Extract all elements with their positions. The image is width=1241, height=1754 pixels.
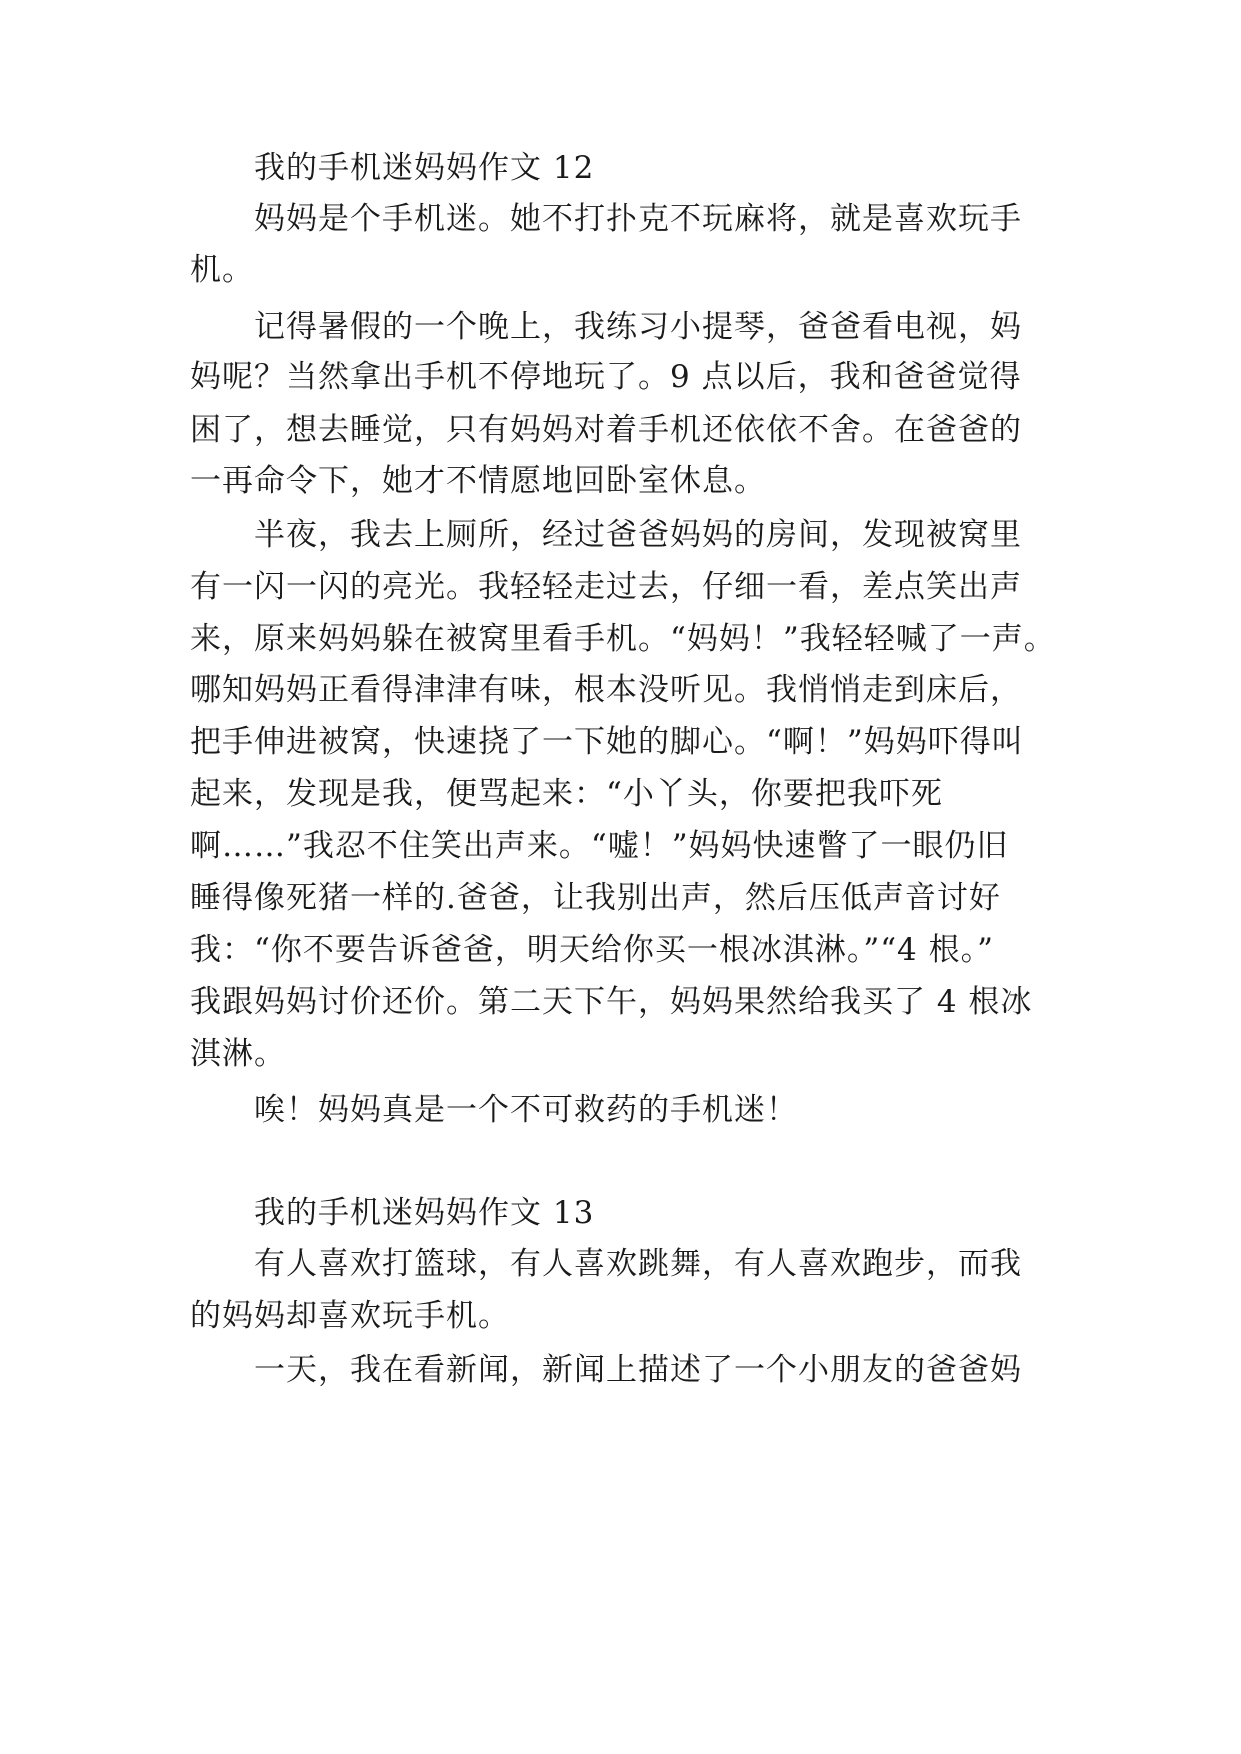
essay-title-12: 我的手机迷妈妈作文 12 — [254, 150, 595, 186]
paragraph-line: 把手伸进被窝，快速挠了一下她的脚心。“啊！”妈妈吓得叫 — [190, 724, 1024, 760]
paragraph-line: 妈妈是个手机迷。她不打扑克不玩麻将，就是喜欢玩手 — [254, 201, 1022, 237]
paragraph-line: 困了，想去睡觉，只有妈妈对着手机还依依不舍。在爸爸的 — [190, 412, 1022, 448]
paragraph-line: 一再命令下，她才不情愿地回卧室休息。 — [190, 463, 766, 499]
paragraph-line: 的妈妈却喜欢玩手机。 — [190, 1298, 510, 1334]
paragraph-line: 妈呢？当然拿出手机不停地玩了。9 点以后，我和爸爸觉得 — [190, 359, 1022, 395]
paragraph-line: 记得暑假的一个晚上，我练习小提琴，爸爸看电视，妈 — [254, 309, 1022, 345]
essay-title-13: 我的手机迷妈妈作文 13 — [254, 1195, 595, 1231]
paragraph-line: 机。 — [190, 252, 254, 288]
paragraph-line: 一天，我在看新闻，新闻上描述了一个小朋友的爸爸妈 — [254, 1352, 1022, 1388]
paragraph-line: 我跟妈妈讨价还价。第二天下午，妈妈果然给我买了 4 根冰 — [190, 984, 1033, 1020]
paragraph-line: 有一闪一闪的亮光。我轻轻走过去，仔细一看，差点笑出声 — [190, 569, 1022, 605]
paragraph-line: 哪知妈妈正看得津津有味，根本没听见。我悄悄走到床后， — [190, 672, 1022, 708]
paragraph-line: 起来，发现是我，便骂起来：“小丫头，你要把我吓死 — [190, 776, 943, 812]
paragraph-line: 我：“你不要告诉爸爸，明天给你买一根冰淇淋。”“4 根。” — [190, 932, 994, 968]
paragraph-line: 淇淋。 — [190, 1036, 286, 1072]
paragraph-line: 睡得像死猪一样的.爸爸，让我别出声，然后压低声音讨好 — [190, 880, 1001, 916]
paragraph-line: 唉！妈妈真是一个不可救药的手机迷！ — [254, 1092, 798, 1128]
paragraph-line: 半夜，我去上厕所，经过爸爸妈妈的房间，发现被窝里 — [254, 517, 1022, 553]
paragraph-line: 有人喜欢打篮球，有人喜欢跳舞，有人喜欢跑步，而我 — [254, 1246, 1022, 1282]
paragraph-line: 啊……”我忍不住笑出声来。“嘘！”妈妈快速瞥了一眼仍旧 — [190, 828, 1009, 864]
paragraph-line: 来，原来妈妈躲在被窝里看手机。“妈妈！”我轻轻喊了一声。 — [190, 621, 1056, 657]
